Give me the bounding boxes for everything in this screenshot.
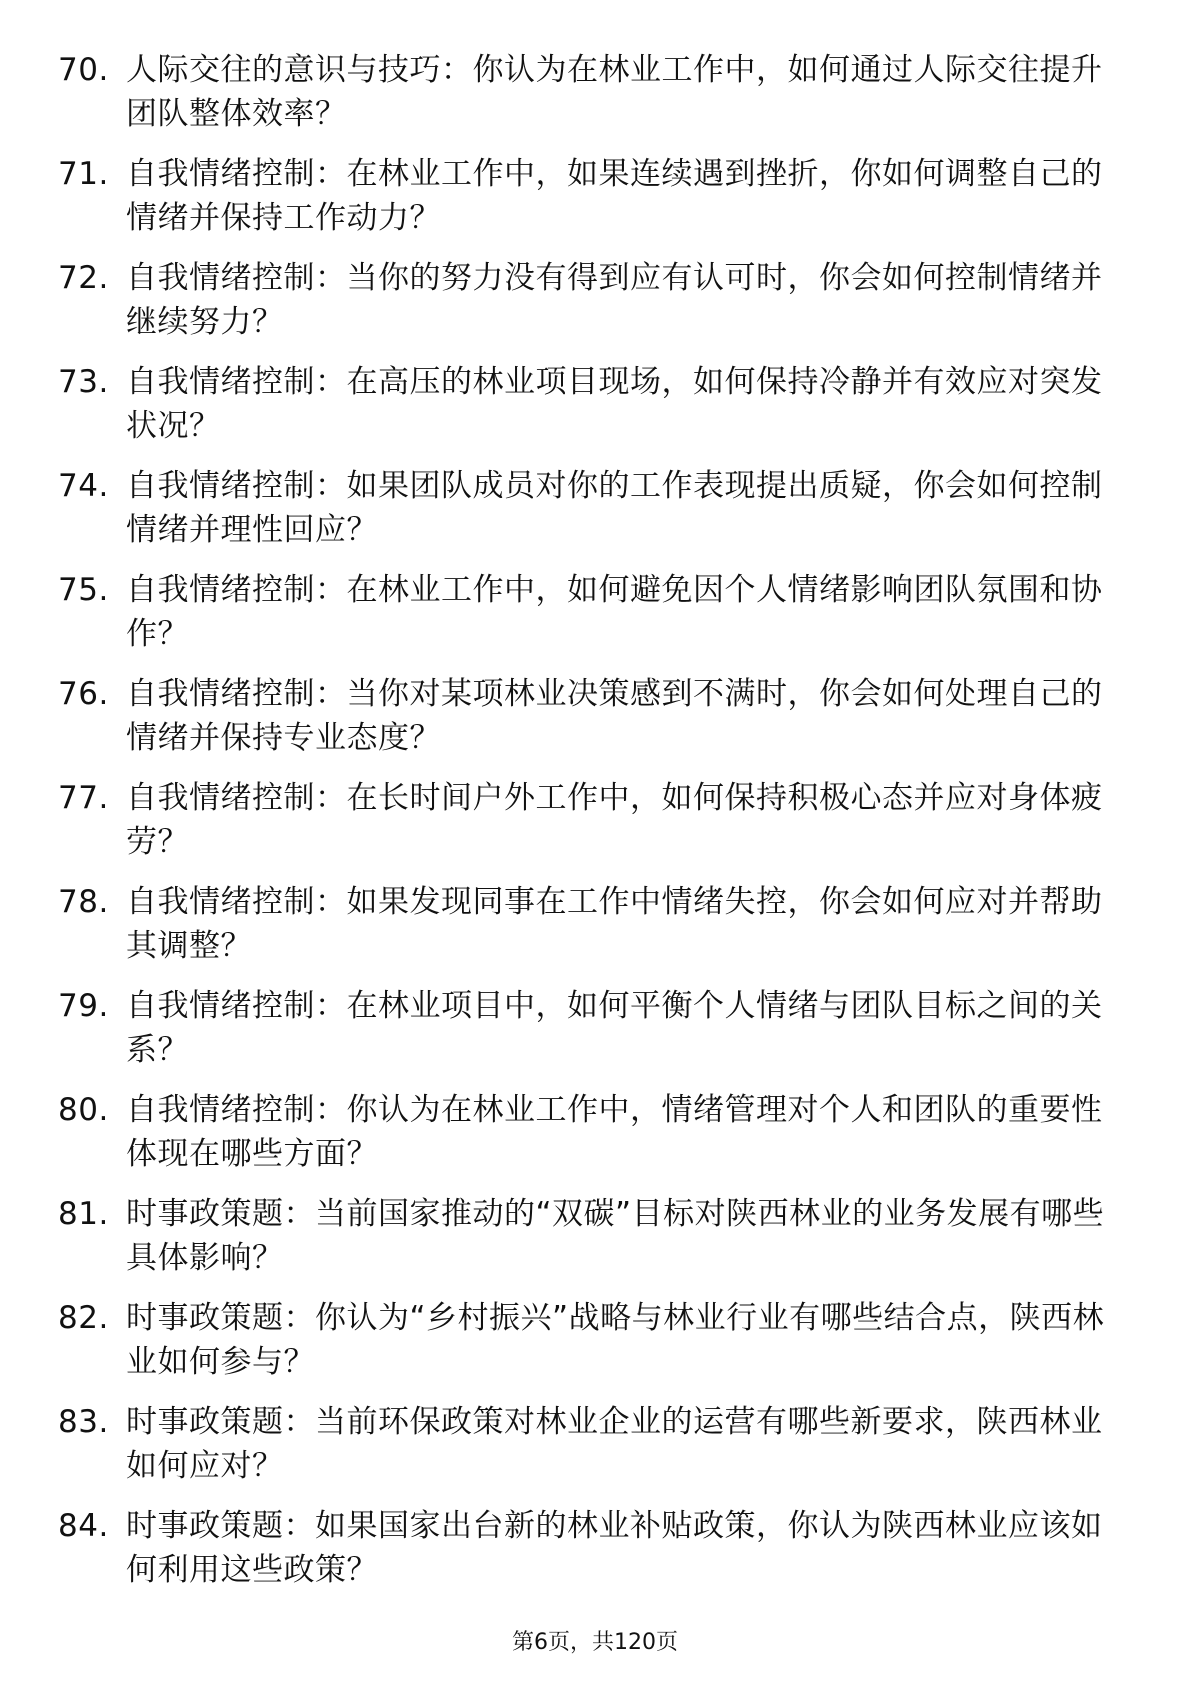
question-number: 71.: [58, 156, 109, 192]
question-item-77: [58, 776, 1118, 864]
question-item-71: [58, 152, 1118, 240]
question-text: 时事政策题：当前国家推动的“双碳”目标对陕西林业的业务发展有哪些具体影响？: [126, 1196, 1105, 1276]
question-item-80: [58, 1088, 1118, 1176]
question-item-75: [58, 568, 1118, 656]
question-text: 自我情绪控制：在林业工作中，如果连续遇到挫折，你如何调整自己的情绪并保持工作动力？: [126, 156, 1103, 236]
question-number: 81.: [58, 1196, 109, 1232]
question-number: 75.: [58, 572, 109, 608]
question-item-73: [58, 360, 1118, 448]
question-item-83: [58, 1400, 1118, 1488]
question-text: 人际交往的意识与技巧：你认为在林业工作中，如何通过人际交往提升团队整体效率？: [126, 52, 1103, 132]
question-item-81: [58, 1192, 1118, 1280]
question-number: 84.: [58, 1508, 109, 1544]
question-item-82: [58, 1296, 1118, 1384]
question-number: 74.: [58, 468, 109, 504]
question-text: 自我情绪控制：当你对某项林业决策感到不满时，你会如何处理自己的情绪并保持专业态度？: [126, 676, 1103, 756]
question-text: 自我情绪控制：在高压的林业项目现场，如何保持冷静并有效应对突发状况？: [126, 364, 1103, 444]
question-text: 时事政策题：当前环保政策对林业企业的运营有哪些新要求，陕西林业如何应对？: [126, 1404, 1103, 1484]
question-number: 73.: [58, 364, 109, 400]
question-item-78: [58, 880, 1118, 968]
question-text: 自我情绪控制：在长时间户外工作中，如何保持积极心态并应对身体疲劳？: [126, 780, 1103, 860]
question-text: 自我情绪控制：在林业项目中，如何平衡个人情绪与团队目标之间的关系？: [126, 988, 1103, 1068]
page-footer: 第6页，共120页: [512, 1630, 678, 1655]
question-number: 72.: [58, 260, 109, 296]
question-number: 82.: [58, 1300, 109, 1336]
question-text: 自我情绪控制：在林业工作中，如何避免因个人情绪影响团队氛围和协作？: [126, 572, 1103, 652]
question-number: 78.: [58, 884, 109, 920]
question-item-79: [58, 984, 1118, 1072]
question-number: 83.: [58, 1404, 109, 1440]
question-number: 76.: [58, 676, 109, 712]
question-text: 自我情绪控制：如果发现同事在工作中情绪失控，你会如何应对并帮助其调整？: [126, 884, 1103, 964]
question-item-72: [58, 256, 1118, 344]
question-text: 自我情绪控制：当你的努力没有得到应有认可时，你会如何控制情绪并继续努力？: [126, 260, 1103, 340]
question-list: [58, 48, 1118, 1608]
question-text: 时事政策题：如果国家出台新的林业补贴政策，你认为陕西林业应该如何利用这些政策？: [126, 1508, 1103, 1588]
question-text: 自我情绪控制：你认为在林业工作中，情绪管理对个人和团队的重要性体现在哪些方面？: [126, 1092, 1103, 1172]
question-item-74: [58, 464, 1118, 552]
question-text: 时事政策题：你认为“乡村振兴”战略与林业行业有哪些结合点，陕西林业如何参与？: [126, 1300, 1105, 1380]
question-item-76: [58, 672, 1118, 760]
question-text: 自我情绪控制：如果团队成员对你的工作表现提出质疑，你会如何控制情绪并理性回应？: [126, 468, 1103, 548]
question-item-84: [58, 1504, 1118, 1592]
question-number: 80.: [58, 1092, 109, 1128]
question-item-70: [58, 48, 1118, 136]
question-number: 70.: [58, 52, 109, 88]
question-number: 77.: [58, 780, 109, 816]
question-number: 79.: [58, 988, 109, 1024]
